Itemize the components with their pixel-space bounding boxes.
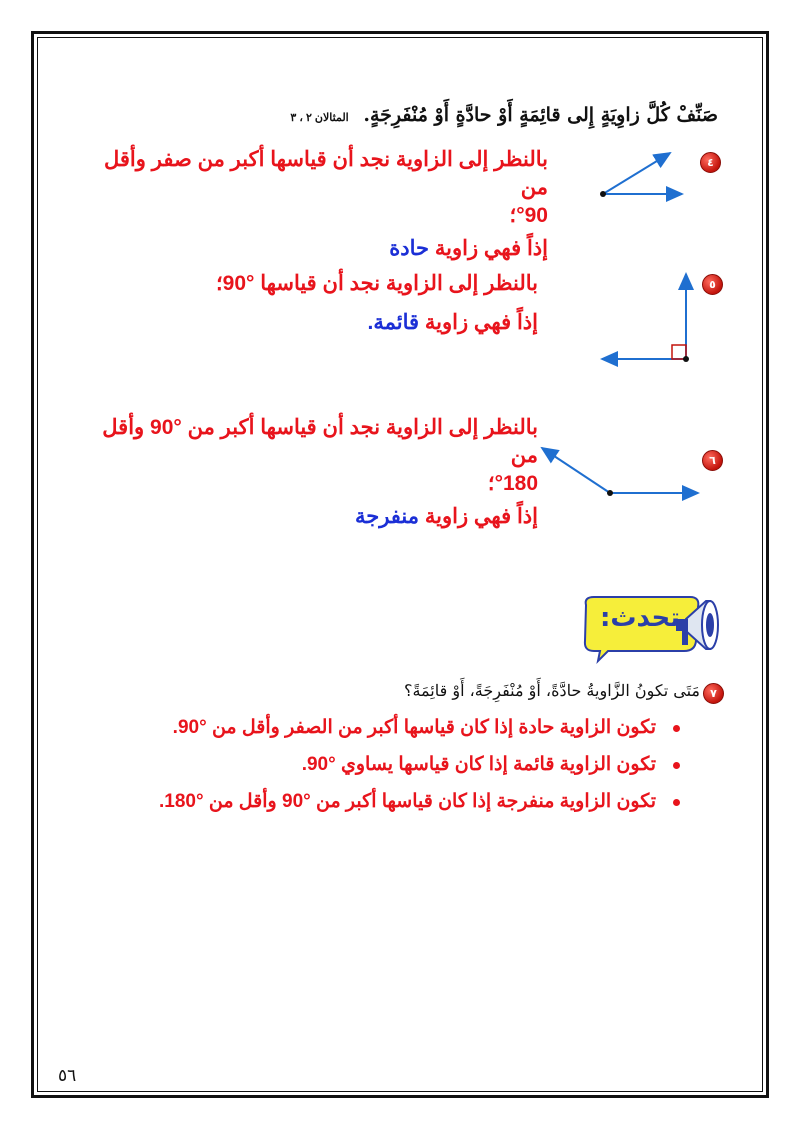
- talk-label: تحدث:: [599, 603, 681, 633]
- exercise-5-conclusion-type: قائمة.: [367, 311, 420, 334]
- bullet-dot: [673, 799, 680, 806]
- exercise-5-line1: بالنظر إلى الزاوية نجد أن قياسها °90؛: [215, 272, 538, 295]
- obtuse-angle-diagram: [534, 442, 704, 502]
- talk-badge: [578, 593, 728, 667]
- right-angle-diagram: [596, 268, 696, 368]
- instruction-text: صَنِّفْ كُلَّ زاوِيَةٍ إِلى قائِمَةٍ أَوْ حادَّةٍ أَوْ مُنْفَرِجَةٍ.: [363, 104, 718, 126]
- exercise-6-number: ٦: [702, 450, 723, 471]
- exercise-6-conclusion-type: منفرجة: [354, 505, 420, 528]
- answer-list: [80, 716, 680, 827]
- list-item: [80, 753, 680, 776]
- exercise-6-answer: [98, 414, 538, 528]
- question-text: مَتَى تكونُ الزَّاويةُ حادَّةً، أَوْ مُنْفَرِجَةً، أَوْ قائِمَةً؟: [403, 681, 700, 700]
- bullet-dot: [673, 762, 680, 769]
- exercise-4-line1: بالنظر إلى الزاوية نجد أن قياسها أكبر من صفر وأقل من: [103, 148, 548, 199]
- question-7-number: ٧: [703, 683, 724, 704]
- exercise-4-line2: °90؛: [509, 204, 548, 227]
- exercise-5-answer: [138, 270, 538, 338]
- bullet-text: تكون الزاوية قائمة إذا كان قياسها يساوي °90.: [301, 754, 656, 775]
- exercise-4-conclusion: [98, 234, 548, 264]
- bullet-text: تكون الزاوية منفرجة إذا كان قياسها أكبر من °90 وأقل من °180.: [159, 791, 656, 812]
- exercise-5-conclusion-prefix: إذاً فهي زاوية: [424, 311, 538, 334]
- instruction-reference: المثالان ٢ ، ٣: [290, 112, 349, 124]
- list-item: [80, 716, 680, 739]
- bullet-text: تكون الزاوية حادة إذا كان قياسها أكبر من الصفر وأقل من °90.: [172, 717, 656, 738]
- acute-angle-diagram: [590, 145, 690, 205]
- exercise-6-line1: بالنظر إلى الزاوية نجد أن قياسها أكبر من °90 وأقل من: [102, 416, 538, 467]
- exercise-6-conclusion: [98, 502, 538, 532]
- list-item: [80, 790, 680, 813]
- exercise-4-number: ٤: [700, 152, 721, 173]
- exercise-5-conclusion: [138, 308, 538, 338]
- bullet-dot: [673, 725, 680, 732]
- exercise-5-number: ٥: [702, 274, 723, 295]
- exercise-6-line2: °180؛: [487, 472, 538, 495]
- exercise-4-conclusion-type: حادة: [389, 237, 430, 260]
- exercise-4-conclusion-prefix: إذاً فهي زاوية: [434, 237, 548, 260]
- instruction: [98, 104, 718, 126]
- exercise-4-answer: [98, 146, 548, 260]
- page-number: ٥٦: [58, 1066, 77, 1086]
- exercise-6-conclusion-prefix: إذاً فهي زاوية: [424, 505, 538, 528]
